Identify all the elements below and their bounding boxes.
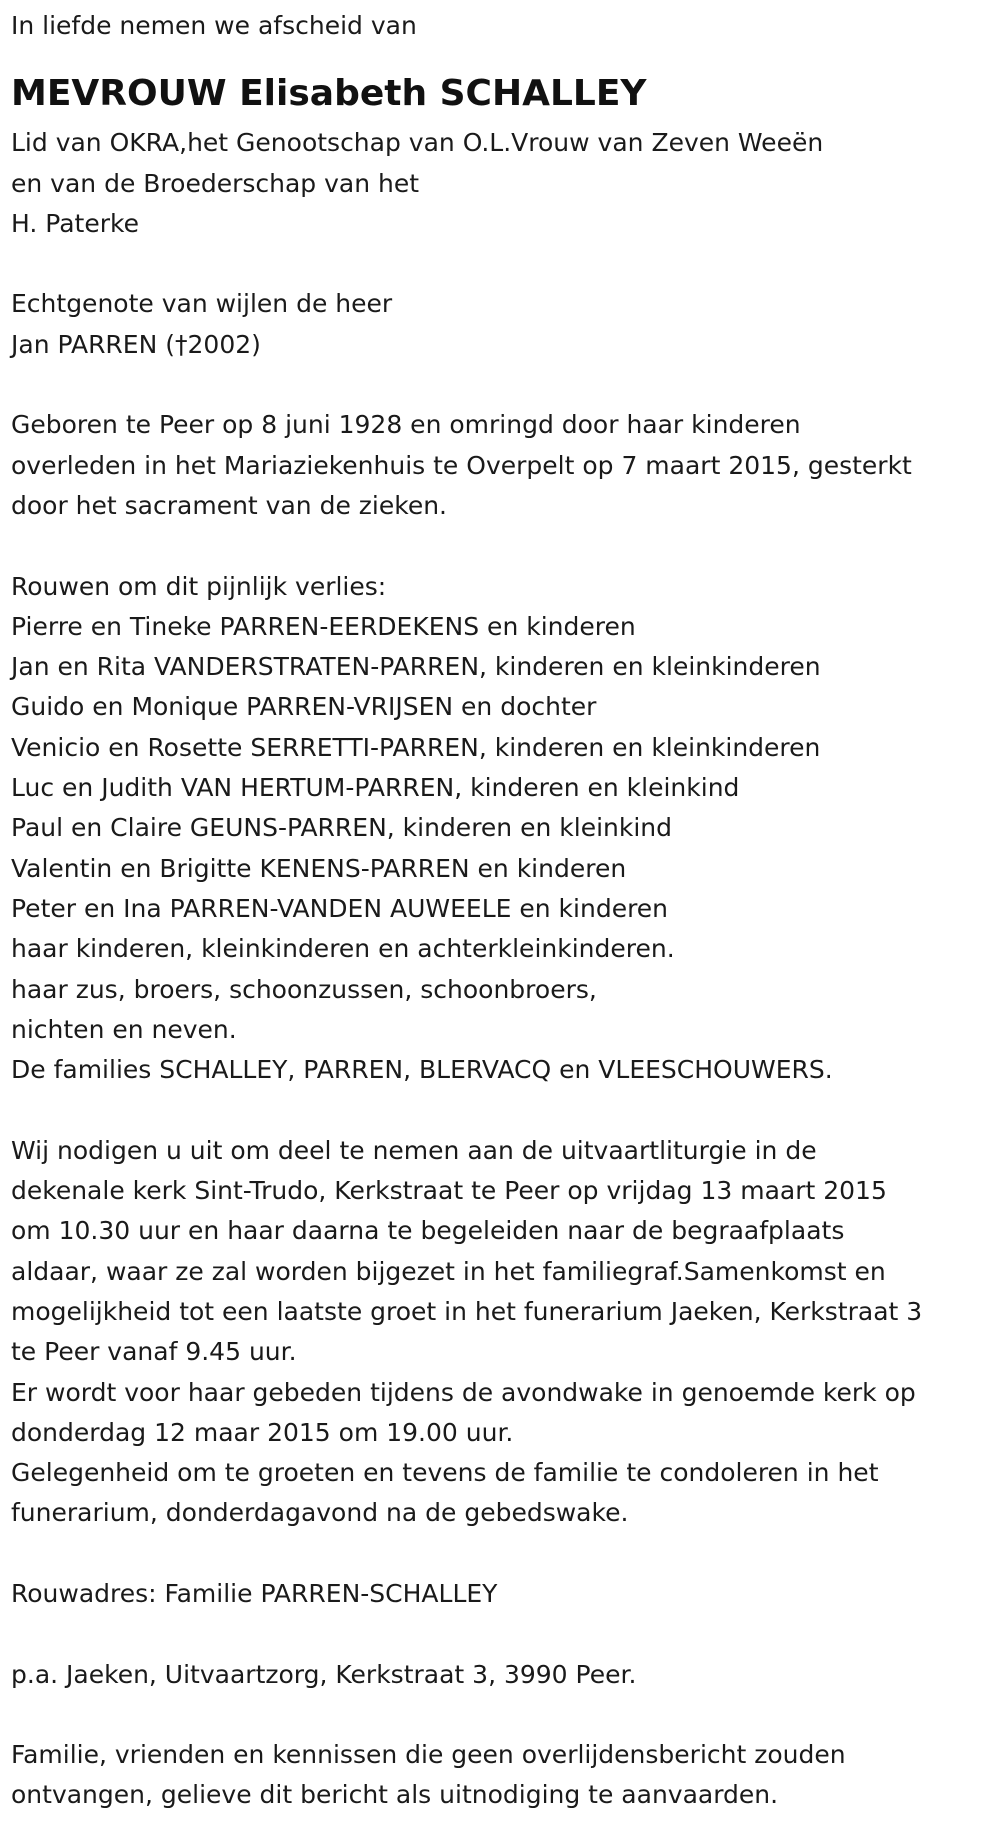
invitation-line: Gelegenheid om te groeten en tevens de familie te condoleren in het <box>11 1458 879 1488</box>
invitation-line: Er wordt voor haar gebeden tijdens de avondwake in genoemde kerk op <box>11 1377 916 1407</box>
invitation-line: donderdag 12 maar 2015 om 19.00 uur. <box>11 1417 514 1447</box>
spacer <box>11 1614 996 1654</box>
membership-line: H. Paterke <box>11 208 139 238</box>
invitation-line: mogelijkheid tot een laatste groet in het funerarium Jaeken, Kerkstraat 3 <box>11 1296 923 1326</box>
care-of-address: p.a. Jaeken, Uitvaartzorg, Kerkstraat 3, 3990 Peer. <box>11 1659 637 1689</box>
mourner-line: Jan en Rita VANDERSTRATEN-PARREN, kinderen en kleinkinderen <box>11 652 821 682</box>
spouse-block <box>11 284 996 365</box>
birth-death-line: overleden in het Mariaziekenhuis te Overpelt op 7 maart 2015, gesterkt <box>11 450 912 480</box>
mourners-heading: Rouwen om dit pijnlijk verlies: <box>11 571 387 601</box>
mourner-line: Luc en Judith VAN HERTUM-PARREN, kinderen en kleinkind <box>11 773 740 803</box>
mourner-line: Pierre en Tineke PARREN-EERDEKENS en kinderen <box>11 611 636 641</box>
spacer <box>11 365 996 405</box>
membership-line: Lid van OKRA,het Genootschap van O.L.Vrouw van Zeven Weeën <box>11 128 824 158</box>
birth-death-line: Geboren te Peer op 8 juni 1928 en omringd door haar kinderen <box>11 410 801 440</box>
closing-line: ontvangen, gelieve dit bericht als uitnodiging te aanvaarden. <box>11 1780 779 1810</box>
spacer <box>11 526 996 566</box>
invitation-line: dekenale kerk Sint-Trudo, Kerkstraat te Peer op vrijdag 13 maart 2015 <box>11 1176 887 1206</box>
birth-death-line: door het sacrament van de zieken. <box>11 490 447 520</box>
spacer <box>11 244 996 284</box>
obituary-notice <box>11 0 996 1816</box>
spouse-line: Echtgenote van wijlen de heer <box>11 289 393 319</box>
invitation-line: funerarium, donderdagavond na de gebedswake. <box>11 1498 629 1528</box>
invitation-line: om 10.30 uur en haar daarna te begeleiden naar de begraafplaats <box>11 1216 845 1246</box>
mourner-line: haar zus, broers, schoonzussen, schoonbroers, <box>11 974 597 1004</box>
mourner-line: De families SCHALLEY, PARREN, BLERVACQ en VLEESCHOUWERS. <box>11 1055 833 1085</box>
membership-block <box>11 123 996 244</box>
spacer <box>11 1534 996 1574</box>
spouse-line: Jan PARREN (†2002) <box>11 329 261 359</box>
mourners-block <box>11 567 996 1091</box>
invitation-line: te Peer vanaf 9.45 uur. <box>11 1337 297 1367</box>
mourner-line: haar kinderen, kleinkinderen en achterkleinkinderen. <box>11 934 675 964</box>
mourner-line: Venicio en Rosette SERRETTI-PARREN, kinderen en kleinkinderen <box>11 732 821 762</box>
invitation-line: aldaar, waar ze zal worden bijgezet in het familiegraf.Samenkomst en <box>11 1256 886 1286</box>
mourner-line: Valentin en Brigitte KENENS-PARREN en kinderen <box>11 853 627 883</box>
closing-block <box>11 1735 996 1816</box>
mourner-line: Peter en Ina PARREN-VANDEN AUWEELE en kinderen <box>11 893 669 923</box>
invitation-line: Wij nodigen u uit om deel te nemen aan de uitvaartliturgie in de <box>11 1135 817 1165</box>
closing-line: Familie, vrienden en kennissen die geen overlijdensbericht zouden <box>11 1740 846 1770</box>
mourning-address: Rouwadres: Familie PARREN-SCHALLEY <box>11 1578 498 1608</box>
spacer <box>11 1090 996 1130</box>
mourner-line: nichten en neven. <box>11 1014 237 1044</box>
intro-line: In liefde nemen we afscheid van <box>11 11 417 40</box>
mourner-line: Guido en Monique PARREN-VRIJSEN en dochter <box>11 692 597 722</box>
invitation-block <box>11 1131 996 1534</box>
mourner-line: Paul en Claire GEUNS-PARREN, kinderen en kleinkind <box>11 813 672 843</box>
birth-death-block <box>11 405 996 526</box>
spacer <box>11 1695 996 1735</box>
membership-line: en van de Broederschap van het <box>11 168 420 198</box>
deceased-name: MEVROUW Elisabeth SCHALLEY <box>11 73 647 115</box>
